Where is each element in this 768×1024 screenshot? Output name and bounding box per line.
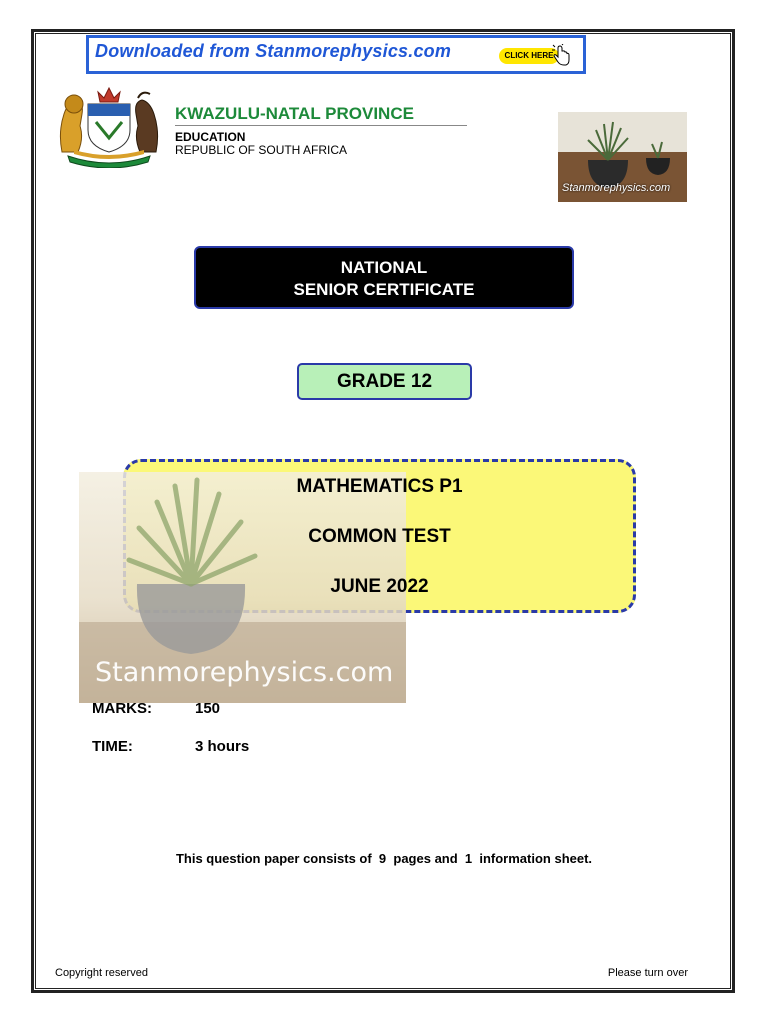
turn-over-footer: Please turn over	[607, 967, 688, 979]
download-banner-text[interactable]: Downloaded from Stanmorephysics.com	[95, 41, 452, 61]
department-name: EDUCATION	[175, 130, 246, 144]
test-date: JUNE 2022	[330, 576, 429, 597]
province-divider	[175, 125, 467, 126]
download-banner[interactable]	[86, 35, 586, 74]
time-value: 3 hours	[195, 738, 250, 755]
certificate-line-1: NATIONAL	[340, 258, 428, 277]
certificate-line-2: SENIOR CERTIFICATE	[293, 280, 475, 299]
page-count-note: This question paper consists of 9 pages and 1 information sheet.	[175, 851, 593, 866]
pointer-hand-icon	[551, 44, 571, 66]
country-name: REPUBLIC OF SOUTH AFRICA	[175, 143, 348, 157]
kzn-coat-of-arms-icon	[54, 82, 164, 168]
marks-label: MARKS:	[92, 700, 152, 717]
time-label: TIME:	[92, 738, 133, 755]
watermark-large: Stanmorephysics.com	[95, 657, 394, 688]
watermark-small: Stanmorephysics.com	[562, 182, 671, 194]
marks-value: 150	[195, 700, 221, 717]
certificate-box	[194, 246, 574, 309]
province-title: KWAZULU-NATAL PROVINCE	[175, 104, 414, 123]
plant-photo-small	[558, 112, 687, 202]
test-name: COMMON TEST	[308, 526, 451, 547]
click-here-button[interactable]: CLICK HERE	[499, 48, 559, 64]
subject-name: MATHEMATICS P1	[296, 476, 463, 497]
copyright-footer: Copyright reserved	[55, 967, 148, 979]
grade-box: GRADE 12	[297, 363, 472, 400]
